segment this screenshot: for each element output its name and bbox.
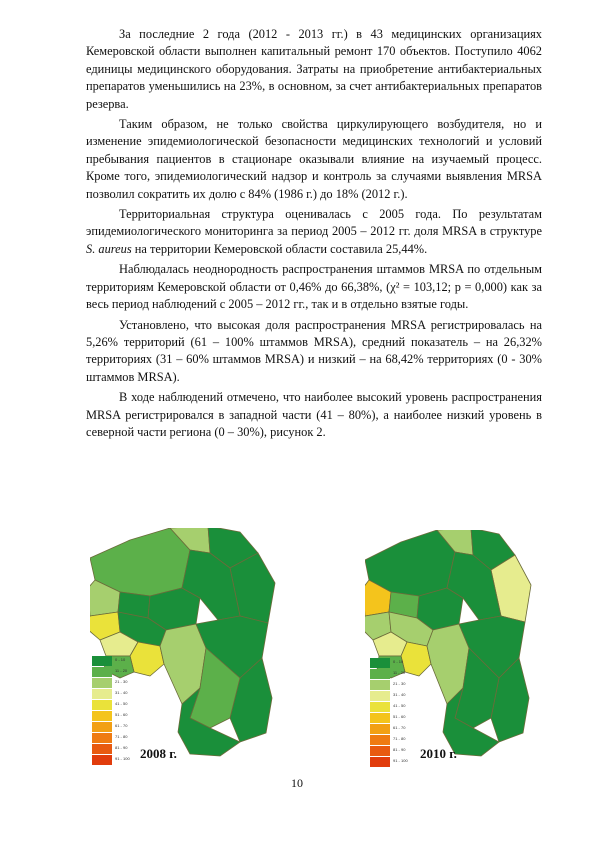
paragraph-renovation: За последние 2 года (2012 - 2013 гг.) в 43 медицинских организациях Кемеровской области выполнен капитальный ремонт 170 объектов. Поступило 4062 единицы медицинского оборудования. Затраты на приобретение антибактериальных препаратов уменьшились на 23%, в основном, за счет антибактериальных препаратов резерва. [86, 27, 542, 111]
legend-row [370, 669, 430, 679]
legend-swatch [92, 733, 112, 743]
paragraph-territorial-structure [86, 206, 542, 258]
legend-label: 21 - 30 [115, 679, 128, 684]
legend-label: 41 - 50 [393, 703, 406, 708]
legend-swatch [92, 689, 112, 699]
legend-swatch [92, 700, 112, 710]
legend-row [92, 711, 152, 721]
legend-swatch [92, 755, 112, 765]
legend-label: 61 - 70 [115, 723, 128, 728]
p3-part-b: на территории Кемеровской области составила 25,44%. [131, 241, 428, 256]
legend-label: 71 - 80 [393, 736, 406, 741]
legend-row [92, 689, 152, 699]
legend-swatch [370, 658, 390, 668]
legend-swatch [370, 691, 390, 701]
legend-swatch [92, 722, 112, 732]
legend-swatch [92, 656, 112, 666]
year-label-2010: 2010 г. [420, 746, 457, 761]
legend-swatch [370, 669, 390, 679]
legend-row [370, 680, 430, 690]
paragraph-conclusion: Таким образом, не только свойства циркулирующего возбудителя, но и изменение эпидемиологической безопасности медицинских технологий и условий пребывания пациентов в стационаре оказывали влияние на изучаемый процесс. Кроме того, эпидемиологический надзор и контроль за случаями выявления MRSA позволил сократить их долю с 84% (1986 г.) до 18% (2012 г.). [86, 117, 542, 201]
legend-swatch [370, 746, 390, 756]
legend-label: 91 - 100 [393, 758, 408, 763]
legend-row [370, 724, 430, 734]
page-number: 10 [291, 776, 303, 790]
legend-row [370, 702, 430, 712]
legend-label: 31 - 40 [115, 690, 128, 695]
paragraph-distribution-levels: Установлено, что высокая доля распространения MRSA регистрировалась на 5,26% территорий (61 – 100% штаммов MRSA), средний показатель – на 26,32% территориях (31 – 60% штаммов MRSA) и низкий – на 68,42% территориях (0 - 30% штаммов MRSA). [86, 317, 542, 384]
legend-label: 0 - 10 [115, 657, 126, 662]
legend-row [370, 658, 430, 668]
legend-row [370, 691, 430, 701]
legend-swatch [370, 713, 390, 723]
legend-swatch [92, 667, 112, 677]
legend-swatch [92, 744, 112, 754]
legend-swatch [370, 702, 390, 712]
legend-row [370, 735, 430, 745]
legend-label: 21 - 30 [393, 681, 406, 686]
paragraph-observation: В ходе наблюдений отмечено, что наиболее высокий уровень распространения MRSA регистрировался в западной части (41 – 80%), а наиболее низкий уровень в северной части региона (0 – 30%), рисунок 2. [86, 390, 542, 439]
legend-swatch [370, 724, 390, 734]
legend-row [92, 667, 152, 677]
legend-label: 41 - 50 [115, 701, 128, 706]
legend-row [92, 700, 152, 710]
legend-row [92, 733, 152, 743]
paragraph-heterogeneity: Наблюдалась неоднородность распространения штаммов MRSA по отдельным территориям Кемеровской области от 0,46% до 66,38%, (χ² = 103,12; p = 0,000) как за весь период наблюдений с 2005 – 2012 гг., так и в отдельно взятые годы. [86, 262, 542, 312]
legend-label: 71 - 80 [115, 734, 128, 739]
legend-label: 81 - 90 [115, 745, 128, 750]
legend-label: 11 - 20 [115, 668, 128, 673]
legend-swatch [370, 735, 390, 745]
legend-row [92, 678, 152, 688]
legend-label: 11 - 20 [393, 670, 406, 675]
legend-label: 81 - 90 [393, 747, 406, 752]
body-text [86, 26, 542, 444]
legend-row [92, 722, 152, 732]
legend-row [370, 713, 430, 723]
legend-label: 91 - 100 [115, 756, 130, 761]
legend-swatch [92, 678, 112, 688]
legend-label: 51 - 60 [115, 712, 128, 717]
legend-row [92, 656, 152, 666]
p3-part-a: Территориальная структура оценивалась с 2005 года. По результатам эпидемиологического мониторинга за период 2005 – 2012 гг. доля MRSA в структуре [86, 207, 542, 239]
legend-swatch [370, 680, 390, 690]
year-label-2008: 2008 г. [140, 746, 177, 761]
legend-label: 31 - 40 [393, 692, 406, 697]
legend-swatch [92, 711, 112, 721]
species-name: S. aureus [86, 241, 132, 256]
legend-swatch [370, 757, 390, 767]
legend-label: 61 - 70 [393, 725, 406, 730]
legend-label: 51 - 60 [393, 714, 406, 719]
legend-label: 0 - 10 [393, 659, 404, 664]
figure-2 [80, 528, 520, 768]
